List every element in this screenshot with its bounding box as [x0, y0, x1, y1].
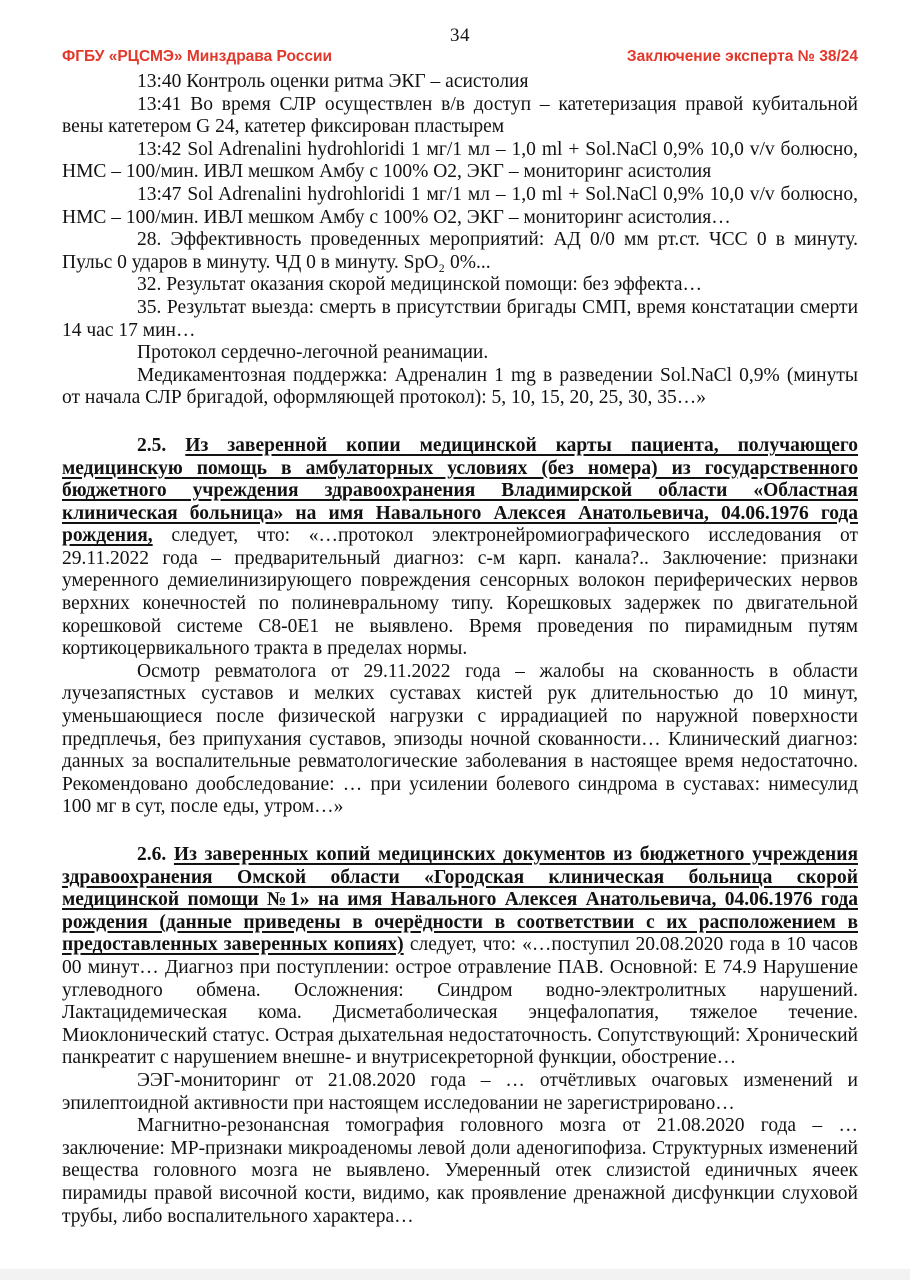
p-28 [62, 229, 858, 274]
section-2-5 [62, 435, 858, 661]
p-medikamenty [62, 365, 858, 410]
text-run: Из заверенных копий медицинских документов из бюджетного учреждения здравоохранения Омской области «Городская клиническая больница скорой медицинской помощи №1» на имя Навального Алексея Анатольевича, 04.06.1976 года рождения (данные приведены в очерёдности в соответствии с их расположением в предоставленных заверенных копиях) [62, 844, 858, 956]
p-protokol [62, 342, 858, 365]
text-run: 2.6. [137, 844, 174, 865]
text-run: 13:40 Контроль оценки ритма ЭКГ – асистолия [137, 71, 529, 92]
text-run: 32. Результат оказания скорой медицинской помощи: без эффекта… [137, 274, 703, 296]
text-run: 13:47 Sol Adrenalini hydrohloridi 1 мг/1 мл – 1,0 ml + Sol.NaCl 0,9% 10,0 v/v болюсно, НМС – 100/мин. ИВЛ мешком Амбу с 100% О2, ЭКГ – мониторинг асистолия… [62, 183, 858, 228]
text-run: 35. Результат выезда: смерть в присутствии бригады СМП, время констатации смерти 14 час 17 мин… [62, 296, 858, 341]
section-2-6 [62, 844, 858, 1070]
text-run: Магнитно-резонансная томография головного мозга от 21.08.2020 года – … заключение: МР-признаки микроаденомы левой доли аденогипофиза. Структурных изменений вещества головного мозга не выявлено. Умеренный отек слизистой единичных ячеек пирамиды правой височной кости, видимо, как проявление дренажной дисфункции слуховой трубы, либо воспалительного характера… [62, 1115, 858, 1227]
p-revmatolog [62, 661, 858, 819]
text-run: 13:41 Во время СЛР осуществлен в/в доступ – катетеризация правой кубитальной вены катетером G 24, катетер фиксирован пластырем [62, 93, 858, 138]
text-run: 13:42 Sol Adrenalini hydrohloridi 1 мг/1 мл – 1,0 ml + Sol.NaCl 0,9% 10,0 v/v болюсно, НМС – 100/мин. ИВЛ мешком Амбу с 100% О2, ЭКГ – мониторинг асистолия [62, 138, 858, 183]
p-1347 [62, 184, 858, 229]
header-right-doc-ref: Заключение эксперта № 38/24 [626, 48, 858, 65]
p-32 [62, 274, 858, 297]
text-run: Медикаментозная поддержка: Адреналин 1 mg в разведении Sol.NaCl 0,9% (минуты от начала СЛР бригадой, оформляющей протокол): 5, 10, 15, 20, 25, 30, 35…» [62, 364, 858, 409]
text-run: Осмотр ревматолога от 29.11.2022 года – жалобы на скованность в области лучезапястных суставов и мелких суставах кистей рук длительностью до 10 минут, уменьшающиеся после физической нагрузки с иррадиацией по наружной поверхности предплечья, без припухания суставов, эпизоды ночной скованности… Клинический диагноз: данных за воспалительные ревматологические заболевания в настоящее время недостаточно. Рекомендовано дообследование: … при усилении болевого синдрома в суставах: нимесулид 100 мг в сут, после еды, утром…» [62, 660, 858, 818]
text-run: Протокол сердечно-легочной реанимации. [137, 342, 489, 364]
text-run: следует, что: «…протокол электронейромиографического исследования от 29.11.2022 года – предварительный диагноз: с-м карп. канала?.. Заключение: признаки умеренного демиелинизирующего повреждения сенсорных волокон периферических нервов верхних конечностей по полиневральному типу. Корешковых задержек по двигательной корешковой системе С8-0Е1 не выявлено. Время проведения по пирамидным путям кортикоцервикального тракта в пределах нормы. [62, 525, 858, 660]
p-eeg [62, 1070, 858, 1115]
document-body [62, 71, 858, 1228]
header-left-org: ФГБУ «РЦСМЭ» Минздрава России [62, 48, 333, 65]
p-1341 [62, 94, 858, 139]
p-mrt [62, 1115, 858, 1228]
text-run: 28. Эффективность проведенных мероприятий: АД 0/0 мм рт.ст. ЧСС 0 в минуту. Пульс 0 ударов в минуту. ЧД 0 в минуту. SpO₂ 0%... [62, 229, 858, 273]
text-run: ЭЭГ-мониторинг от 21.08.2020 года – … отчётливых очаговых изменений и эпилептоидной активности при настоящем исследовании не зарегистрировано… [62, 1069, 858, 1114]
page-number: 34 [450, 25, 470, 46]
page-header [62, 48, 858, 66]
p-35 [62, 297, 858, 342]
p-1342 [62, 139, 858, 184]
page-bottom-edge [0, 1269, 910, 1280]
text-run: следует, что: «…поступил 20.08.2020 года в 10 часов 00 минут… Диагноз при поступлении: острое отравление ПАВ. Основной: Е 74.9 Нарушение углеводного обмена. Осложнения: Синдром водно-электролитных нарушений. Лактацидемическая кома. Дисметаболическая энцефалопатия, тяжелое течение. Миоклонический статус. Острая дыхательная недостаточность. Сопутствующий: Хронический панкреатит с нарушением внешне- и внутрисекреторной функции, обострение… [62, 934, 858, 1069]
p-1340 [62, 71, 858, 94]
text-run: Из заверенной копии медицинской карты пациента, получающего медицинскую помощь в амбулаторных условиях (без номера) из государственного бюджетного учреждения здравоохранения Владимирской области «Областная клиническая больница» на имя Навального Алексея Анатольевича, 04.06.1976 года рождения, [62, 434, 858, 547]
text-run: 2.5. [137, 434, 186, 456]
